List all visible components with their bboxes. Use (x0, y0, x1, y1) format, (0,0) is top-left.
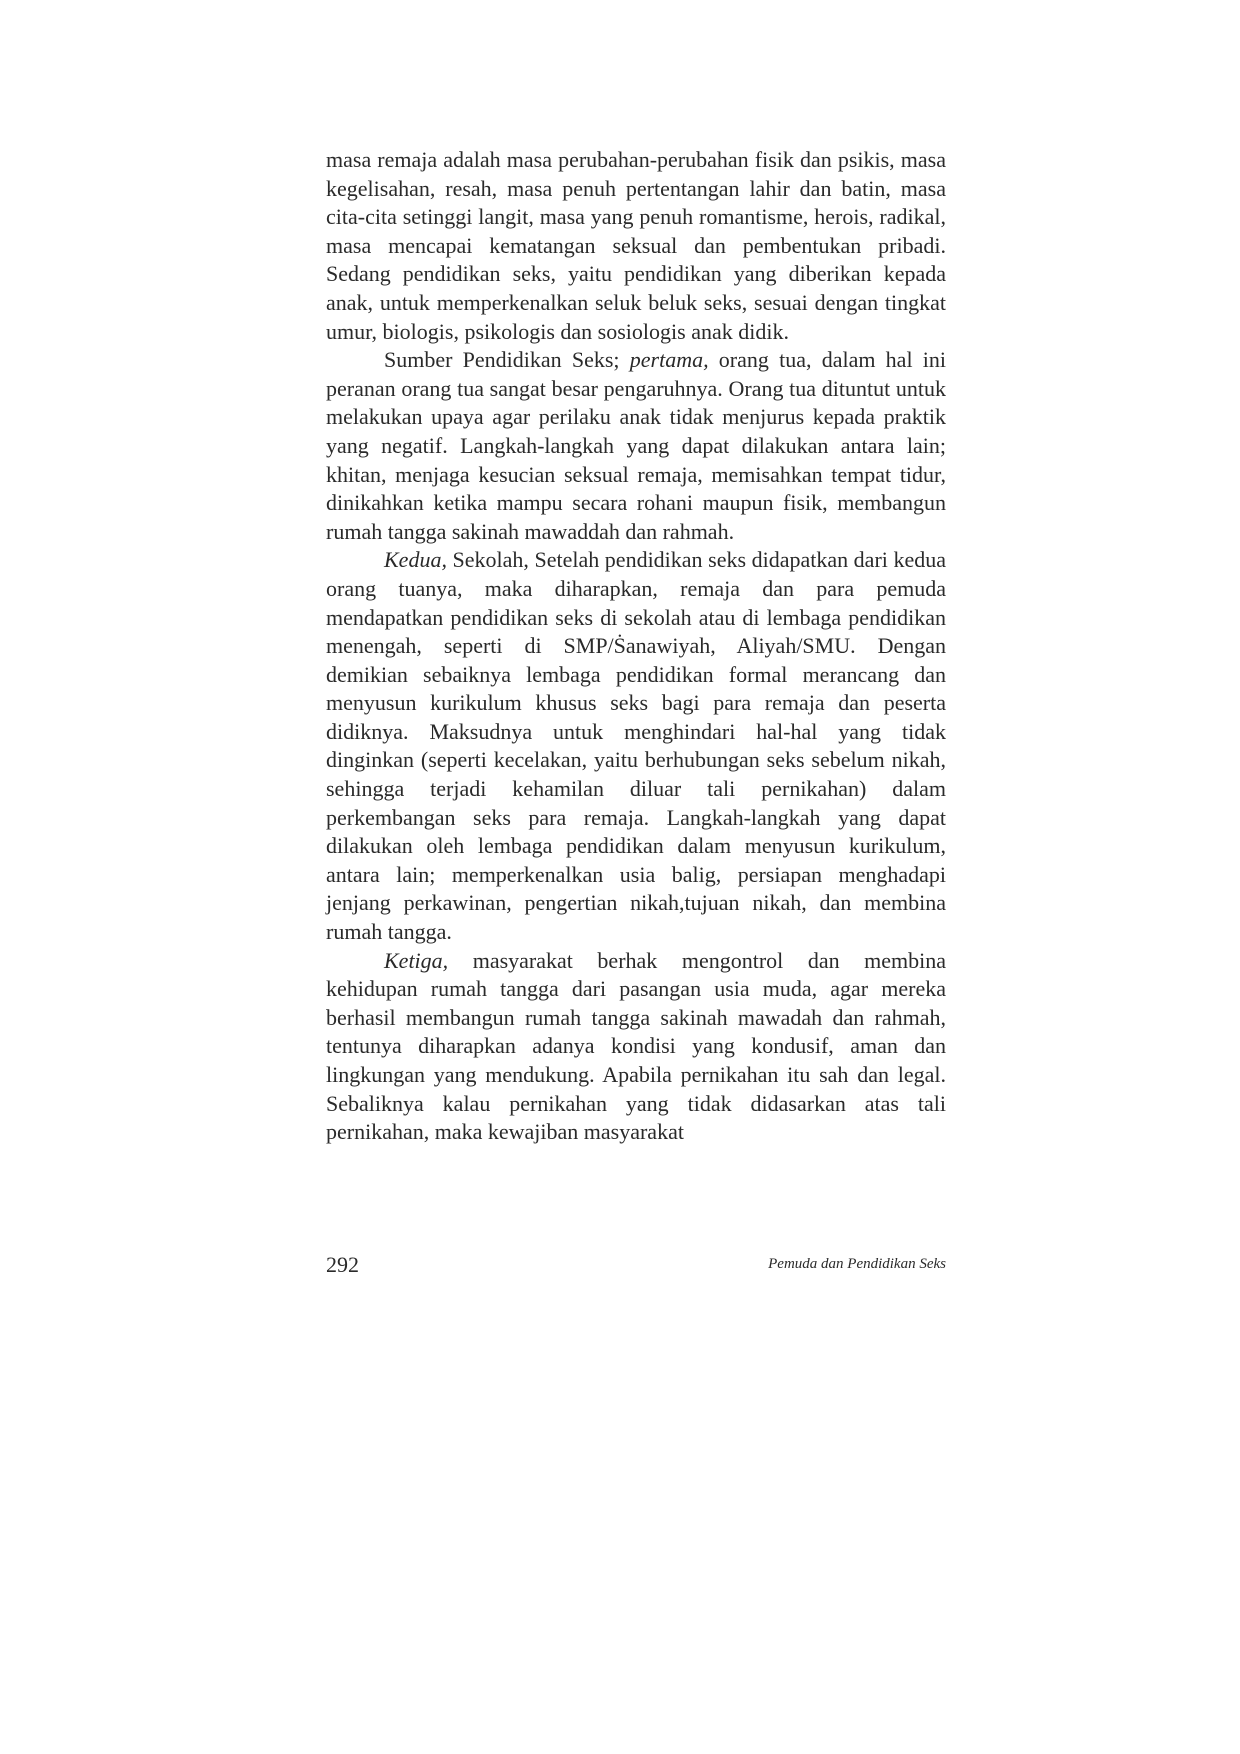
paragraph-3 (326, 546, 946, 946)
paragraph-1-text: masa remaja adalah masa perubahan-perubahan fisik dan psikis, masa kegelisahan, resah, masa penuh pertentangan lahir dan batin, masa cita-cita setinggi langit, masa yang penuh romantisme, herois, radikal, masa mencapai kematangan seksual dan pembentukan pribadi. Sedang pendidikan seks, yaitu pendidikan yang diberikan kepada anak, untuk memperkenalkan seluk beluk seks, sesuai dengan tingkat umur, biologis, psikologis dan sosiologis anak didik. (326, 147, 946, 344)
paragraph-1 (326, 146, 946, 346)
running-title: Pemuda dan Pendidikan Seks (768, 1256, 946, 1272)
paragraph-4-emphasis: Ketiga, (384, 947, 449, 973)
paragraph-2-lead: Sumber Pendidikan Seks; (384, 347, 630, 373)
paragraph-3-text: Sekolah, Setelah pendidikan seks didapatkan dari kedua orang tuanya, maka diharapkan, remaja dan para pemuda mendapatkan pendidikan seks di sekolah atau di lembaga pendidikan menengah, seperti di SMP/Ṡanawiyah, Aliyah/SMU. Dengan demikian sebaiknya lembaga pendidikan formal merancang dan menyusun kurikulum khusus seks bagi para remaja dan peserta didiknya. Maksudnya untuk menghindari hal-hal yang tidak dinginkan (seperti kecelakan, yaitu berhubungan seks sebelum nikah, sehingga terjadi kehamilan diluar tali pernikahan) dalam perkembangan seks para remaja. Langkah-langkah yang dapat dilakukan oleh lembaga pendidikan dalam menyusun kurikulum, antara lain; memperkenalkan usia balig, persiapan menghadapi jenjang perkawinan, pengertian nikah,tujuan nikah, dan membina rumah tangga. (326, 547, 946, 945)
paragraph-2-text: orang tua, dalam hal ini peranan orang tua sangat besar pengaruhnya. Orang tua dituntut untuk melakukan upaya agar perilaku anak tidak menjurus kepada praktik yang negatif. Langkah-langkah yang dapat dilakukan antara lain; khitan, menjaga kesucian seksual remaja, memisahkan tempat tidur, dinikahkan ketika mampu secara rohani maupun fisik, membangun rumah tangga sakinah mawaddah dan rahmah. (326, 347, 947, 544)
paragraph-4-text: masyarakat berhak mengontrol dan membina kehidupan rumah tangga dari pasangan usia muda, agar mereka berhasil membangun rumah tangga sakinah mawadah dan rahmah, tentunya diharapkan adanya kondisi yang kondusif, aman dan lingkungan yang mendukung. Apabila pernikahan itu sah dan legal. Sebaliknya kalau pernikahan yang tidak didasarkan atas tali pernikahan, maka kewajiban masyarakat (326, 947, 946, 1145)
paragraph-4 (326, 947, 946, 1147)
page-number: 292 (326, 1252, 359, 1277)
body-text (326, 146, 946, 1147)
paragraph-3-emphasis: Kedua, (384, 547, 447, 573)
paragraph-2 (326, 346, 946, 546)
paragraph-2-emphasis: pertama, (629, 347, 709, 373)
page-footer (326, 1252, 946, 1282)
